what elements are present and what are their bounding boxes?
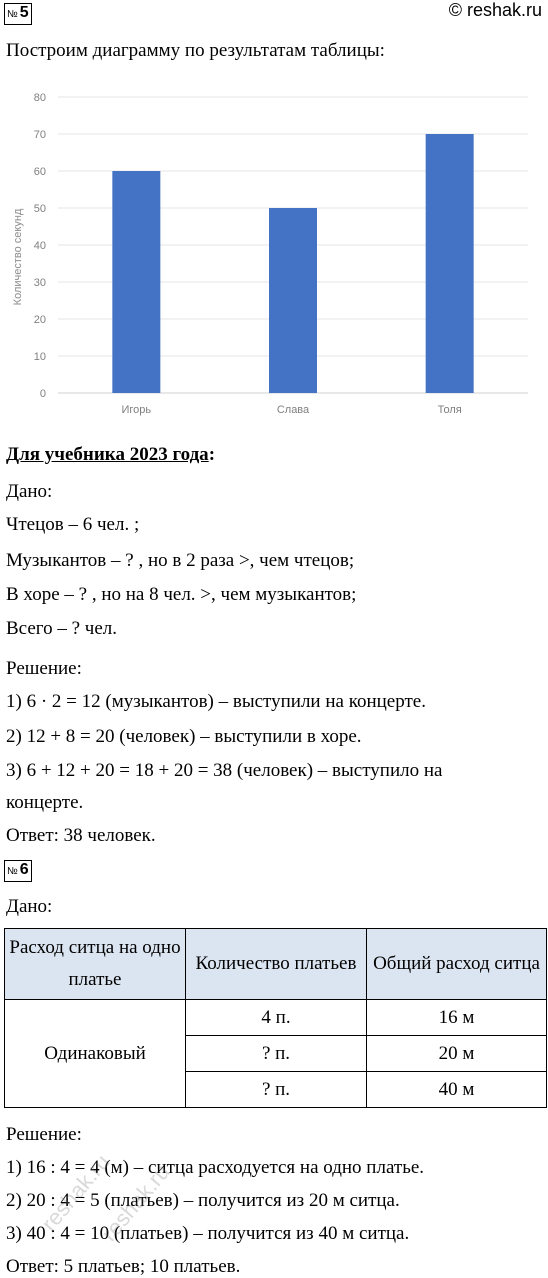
solution-line: 3) 40 : 4 = 10 (платьев) – получится из 40 м ситца. <box>6 1223 410 1244</box>
y-axis-label: Количество секунд <box>12 208 24 306</box>
task5-number-badge <box>4 3 32 25</box>
task6-number-badge <box>4 860 32 882</box>
bar <box>269 208 317 393</box>
solution-line: 2) 20 : 4 = 5 (платьев) – получится из 20 м ситца. <box>6 1190 400 1211</box>
y-tick-label: 20 <box>33 314 46 326</box>
given-line: Чтецов – 6 чел. ; <box>6 514 140 535</box>
section-heading <box>6 444 215 466</box>
given-label: Дано: <box>6 896 53 917</box>
y-tick-label: 30 <box>33 277 46 289</box>
answer-line: Ответ: 5 платьев; 10 платьев. <box>6 1256 241 1277</box>
table-cell: 20 м <box>367 1036 547 1072</box>
table-header-cell: Количество платьев <box>186 929 367 1000</box>
solution-label: Решение: <box>6 658 82 679</box>
solution-line: концерте. <box>6 792 84 813</box>
solution-label: Решение: <box>6 1124 82 1145</box>
x-tick-label: Слава <box>276 404 310 416</box>
solution-line: 1) 6 · 2 = 12 (музыкантов) – выступили на концерте. <box>6 691 426 712</box>
x-tick-label: Толя <box>437 404 462 416</box>
heading-colon: : <box>208 444 216 465</box>
bar-chart <box>0 75 548 420</box>
table-cell: 40 м <box>367 1072 547 1108</box>
y-tick-label: 10 <box>33 351 46 363</box>
y-tick-label: 70 <box>33 129 46 141</box>
table-cell: 16 м <box>367 1000 547 1036</box>
given-line: В хоре – ? , но на 8 чел. >, чем музыкантов; <box>6 584 357 605</box>
bar <box>112 171 160 393</box>
given-line: Всего – ? чел. <box>6 618 117 639</box>
task-number: 6 <box>19 861 29 878</box>
intro-text: Построим диаграмму по результатам таблицы: <box>6 40 385 61</box>
table-header-row <box>5 929 547 1000</box>
number-sign: № <box>7 9 18 20</box>
bar <box>426 134 474 393</box>
y-tick-label: 80 <box>33 92 46 104</box>
given-label: Дано: <box>6 481 53 502</box>
answer-line: Ответ: 38 человек. <box>6 825 156 846</box>
x-tick-labels <box>122 404 462 416</box>
table-cell: ? п. <box>186 1036 367 1072</box>
watermark: reshak.ru <box>96 1159 175 1246</box>
x-tick-label: Игорь <box>121 404 152 416</box>
table-header-cell: Общий расход ситца <box>367 929 547 1000</box>
table-header-cell: Расход ситца на одно платье <box>5 929 186 1000</box>
number-sign: № <box>7 866 18 877</box>
task-number: 5 <box>19 4 29 21</box>
solution-line: 3) 6 + 12 + 20 = 18 + 20 = 38 (человек) – выступило на <box>6 760 443 781</box>
chart-bars <box>112 134 473 393</box>
y-tick-label: 60 <box>33 166 46 178</box>
watermark: reshak.ru <box>36 1149 115 1236</box>
heading-text: Для учебника 2023 года <box>6 444 209 465</box>
copyright-label: © reshak.ru <box>448 0 542 20</box>
table-row <box>5 1000 547 1036</box>
given-line: Музыкантов – ? , но в 2 раза >, чем чтецов; <box>6 550 355 571</box>
solution-line: 1) 16 : 4 = 4 (м) – ситца расходуется на одно платье. <box>6 1157 425 1178</box>
y-tick-label: 40 <box>33 240 46 252</box>
table-cell: Одинаковый <box>5 1000 186 1108</box>
given-table <box>4 928 547 1108</box>
y-tick-labels <box>34 92 46 400</box>
table-cell: ? п. <box>186 1072 367 1108</box>
y-tick-label: 0 <box>39 388 46 400</box>
solution-line: 2) 12 + 8 = 20 (человек) – выступили в хоре. <box>6 726 362 747</box>
table-cell: 4 п. <box>186 1000 367 1036</box>
y-tick-label: 50 <box>33 203 46 215</box>
